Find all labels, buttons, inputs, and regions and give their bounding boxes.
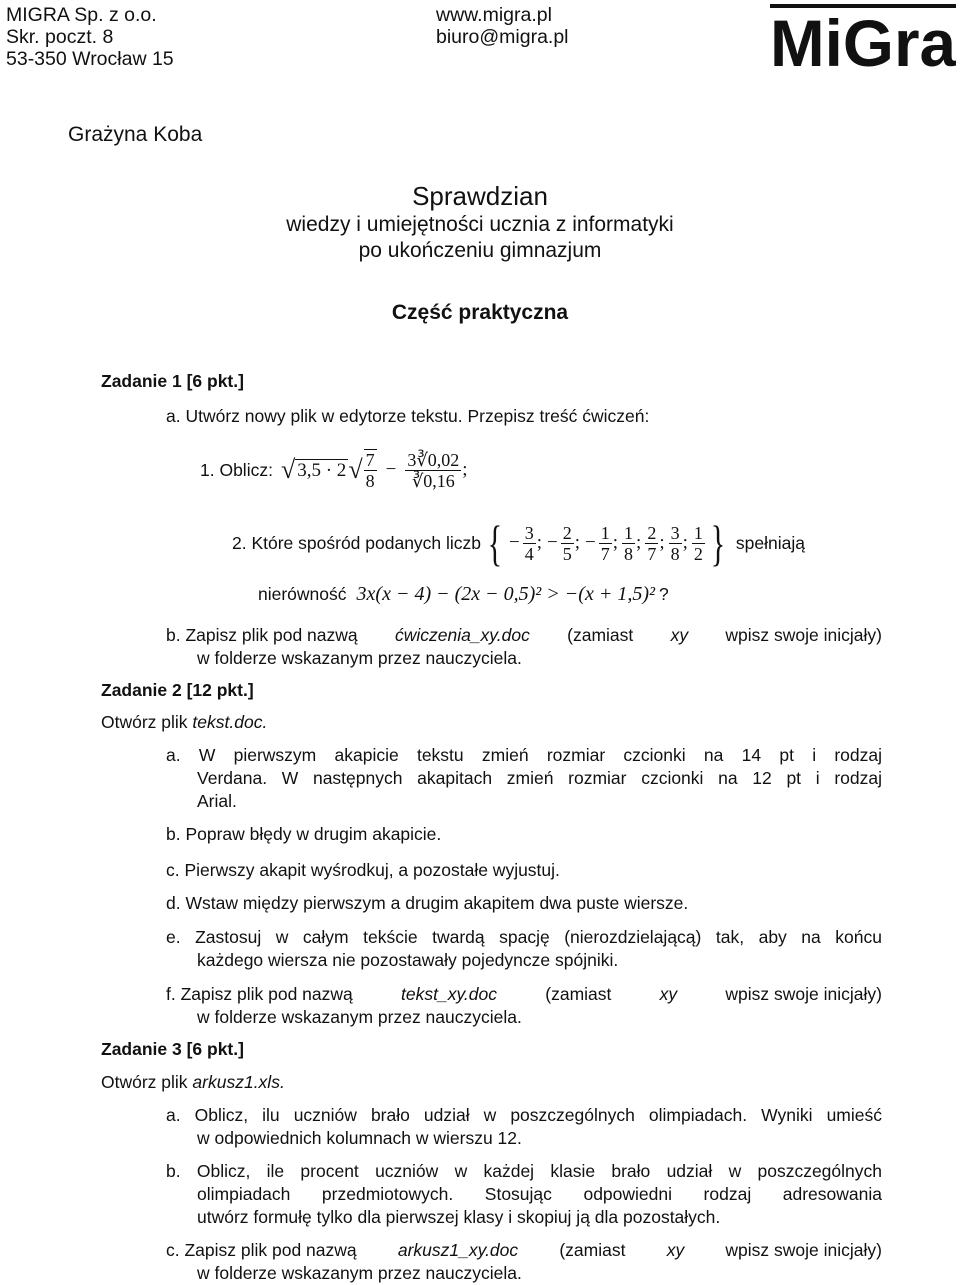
- part-heading: Część praktyczna: [391, 301, 569, 324]
- company-po-box: Skr. poczt. 8: [6, 26, 114, 48]
- task2-open-file: Otwórz plik tekst.doc.: [101, 712, 268, 732]
- task3-a: a. Oblicz, ilu uczniów brało udział w poszczególnych olimpiadach. Wyniki umieść w odpowiednich kolumnach w wierszu 12.: [166, 1105, 882, 1148]
- exercise2-label: 2. Które spośród podanych liczb: [232, 532, 482, 553]
- company-contact: [436, 4, 569, 48]
- set-fraction: $\frac{1}{2}$: [693, 522, 703, 564]
- task1-exercise2: [232, 515, 882, 571]
- fraction-7-8: $\frac{7}{8}$: [365, 450, 375, 491]
- minus-sign: −: [509, 532, 520, 553]
- inequality-expression: 3x(x − 4) − (2x − 0,5)² > −(x + 1,5)²: [356, 583, 655, 605]
- email-link[interactable]: biuro@migra.pl: [436, 26, 569, 48]
- task2-heading: Zadanie 2 [12 pkt.]: [101, 680, 254, 700]
- expression-end: ;: [462, 459, 468, 480]
- task1-exercise1: [200, 440, 468, 500]
- left-brace-icon: {: [487, 515, 503, 571]
- document-subtitle-1: wiedzy i umiejętności ucznia z informatyki: [286, 213, 674, 236]
- task3-b: b. Oblicz, ile procent uczniów w każdej klasie brało udział w poszczególnych olimpiadach przedmiotowych. Stosując odpowiedni rodzaj adresowania utwórz formułę tylko dla pierwszej klasy i skopiuj ją dla pozostałych.: [166, 1161, 882, 1227]
- minus-sign: −: [385, 459, 397, 480]
- task2-e: e. Zastosuj w całym tekście twardą spację (nierozdzielającą) tak, aby na końcu każdego wiersza nie pozostawały pojedyncze spójniki.: [166, 927, 882, 970]
- task2-a: a. W pierwszym akapicie tekstu zmień rozmiar czcionki na 14 pt i rodzaj Verdana. W następnych akapitach zmień rozmiar czcionki na 12 pt i rodzaj Arial.: [166, 745, 882, 811]
- separator: ;: [612, 532, 619, 553]
- filename: arkusz1.xls.: [192, 1072, 285, 1092]
- minus-sign: −: [585, 532, 596, 553]
- task3-heading: Zadanie 3 [6 pkt.]: [101, 1039, 244, 1059]
- task1-b: b. Zapisz plik pod nazwą ćwiczenia_xy.doc (zamiast xy wpisz swoje inicjały) w folderze wskazanym przez nauczyciela.: [166, 625, 882, 668]
- inequality-label: nierówność: [258, 584, 347, 604]
- filename: arkusz1_xy.doc: [397, 1240, 519, 1260]
- right-brace-icon: }: [710, 515, 726, 571]
- migra-logo: [770, 4, 956, 74]
- filename: ćwiczenia_xy.doc: [394, 625, 530, 645]
- task1-heading: Zadanie 1 [6 pkt.]: [101, 371, 244, 391]
- exercise1-expression: [281, 449, 468, 491]
- set-fraction: $\frac{2}{7}$: [647, 522, 657, 564]
- set-fraction: $\frac{2}{5}$: [562, 522, 572, 564]
- task2-b: b. Popraw błędy w drugim akapicie.: [166, 824, 442, 844]
- number-set: [507, 523, 706, 564]
- separator: ;: [636, 532, 642, 553]
- company-name: MIGRA Sp. z o.o.: [6, 4, 157, 26]
- document-subtitle-2: po ukończeniu gimnazjum: [358, 239, 602, 262]
- fraction-roots: $\frac{3∛0,02}{∛0,16}$: [407, 449, 460, 491]
- sqrt-icon: √: [348, 455, 363, 484]
- task2-d: d. Wstaw między pierwszym a drugim akapitem dwa puste wiersze.: [166, 893, 689, 913]
- sqrt-argument: 3,5 · 2: [297, 459, 347, 481]
- separator: ;: [659, 532, 665, 553]
- document-title: Sprawdzian: [412, 181, 548, 211]
- task3-c: c. Zapisz plik pod nazwą arkusz1_xy.doc (zamiast xy wpisz swoje inicjały) w folderze wskazanym przez nauczyciela.: [166, 1240, 882, 1283]
- set-fraction: $\frac{3}{8}$: [670, 522, 680, 564]
- logo-text: MiGra: [770, 6, 956, 74]
- set-fraction: $\frac{1}{7}$: [600, 522, 610, 564]
- company-address: [6, 4, 174, 70]
- task1-inequality: [258, 583, 669, 606]
- minus-sign: −: [547, 532, 558, 553]
- separator: ;: [682, 532, 688, 553]
- exercise2-after: spełniają: [735, 532, 805, 553]
- author-name: Grażyna Koba: [68, 123, 203, 146]
- task2-c: c. Pierwszy akapit wyśrodkuj, a pozostałe wyjustuj.: [166, 860, 560, 880]
- website-link[interactable]: www.migra.pl: [436, 4, 552, 26]
- filename: tekst.doc.: [192, 712, 268, 732]
- sqrt-icon: √: [280, 455, 296, 484]
- question-mark: ?: [658, 584, 669, 604]
- company-city: 53-350 Wrocław 15: [6, 48, 174, 70]
- separator: ;: [574, 532, 581, 553]
- set-fraction: $\frac{1}{8}$: [624, 522, 634, 564]
- filename: tekst_xy.doc: [401, 984, 497, 1004]
- task1-a: a. Utwórz nowy plik w edytorze tekstu. Przepisz treść ćwiczeń:: [166, 406, 650, 426]
- task2-f: f. Zapisz plik pod nazwą tekst_xy.doc (zamiast xy wpisz swoje inicjały) w folderze wskazanym przez nauczyciela.: [166, 984, 882, 1027]
- exercise1-label: 1. Oblicz:: [200, 459, 273, 480]
- set-fraction: $\frac{3}{4}$: [524, 522, 534, 564]
- task3-open-file: Otwórz plik arkusz1.xls.: [101, 1072, 285, 1092]
- separator: ;: [536, 532, 543, 553]
